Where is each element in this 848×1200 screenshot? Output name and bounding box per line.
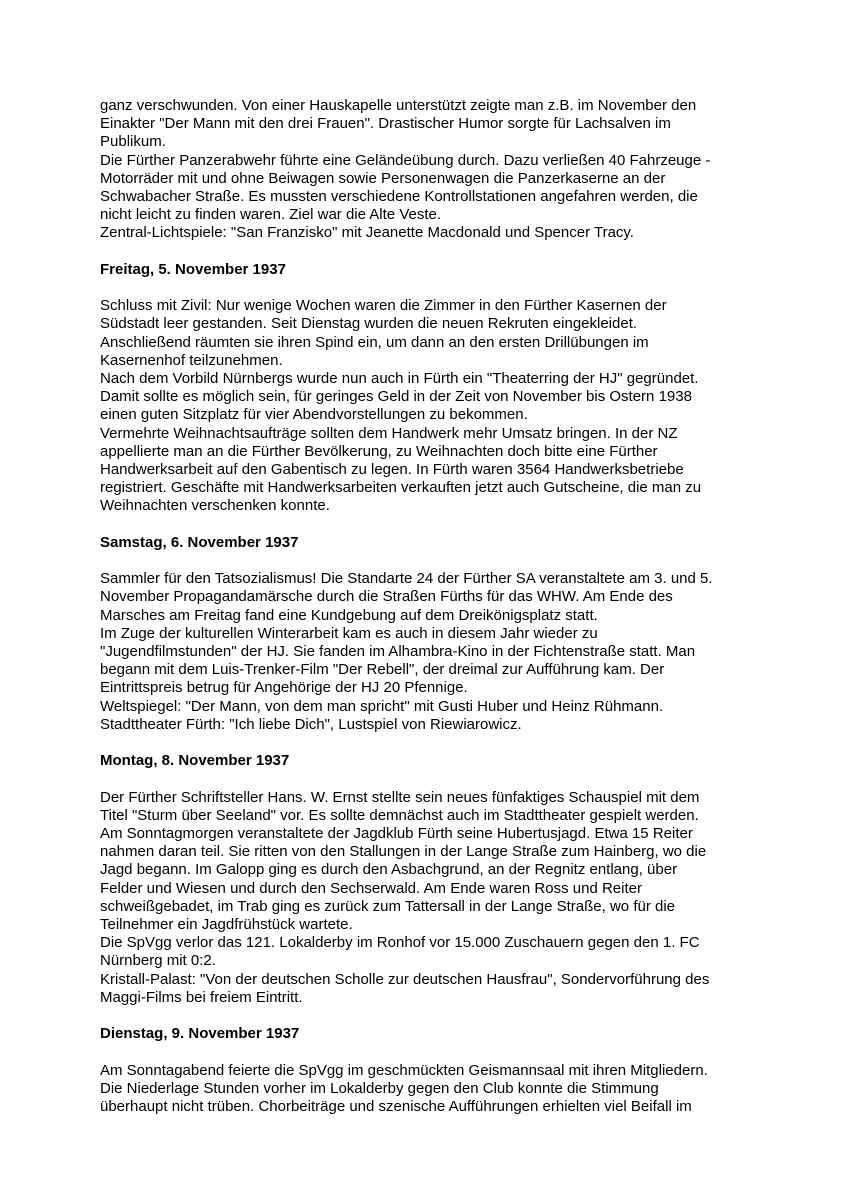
paragraph-line: Am Sonntagmorgen veranstaltete der Jagdklub Fürth seine Hubertusjagd. Etwa 15 Reiter — [100, 825, 693, 843]
paragraph-line: Kasernenhof teilzunehmen. — [100, 351, 283, 369]
paragraph-line: Felder und Wiesen und durch den Sechserwald. Am Ende waren Ross und Reiter — [100, 879, 642, 897]
paragraph-line: einen guten Sitzplatz für vier Abendvorstellungen zu bekommen. — [100, 406, 528, 424]
paragraph — [100, 97, 790, 243]
document-content — [100, 97, 790, 1116]
paragraph-line: Weihnachten verschenken konnte. — [100, 497, 330, 515]
paragraph-line: Schwabacher Straße. Es mussten verschiedene Kontrollstationen angefahren werden, die — [100, 188, 698, 206]
paragraph-line: Nach dem Vorbild Nürnbergs wurde nun auch in Fürth ein "Theaterring der HJ" gegründet. — [100, 370, 699, 388]
paragraph-line: Zentral-Lichtspiele: "San Franzisko" mit Jeanette Macdonald und Spencer Tracy. — [100, 224, 634, 242]
paragraph-line: nicht leicht zu finden waren. Ziel war die Alte Veste. — [100, 206, 442, 224]
paragraph — [100, 789, 790, 1007]
paragraph-line: Nürnberg mit 0:2. — [100, 952, 216, 970]
paragraph-line: "Jugendfilmstunden" der HJ. Sie fanden im Alhambra-Kino in der Fichtenstraße statt. Man — [100, 643, 696, 661]
paragraph-line: Handwerksarbeit auf den Gabentisch zu legen. In Fürth waren 3564 Handwerksbetriebe — [100, 461, 684, 479]
paragraph-line: Stadttheater Fürth: "Ich liebe Dich", Lustspiel von Riewiarowicz. — [100, 715, 522, 733]
paragraph-line: Die Niederlage Stunden vorher im Lokalderby gegen den Club konnte die Stimmung — [100, 1079, 659, 1097]
section-heading: Samstag, 6. November 1937 — [100, 533, 299, 551]
paragraph-line: Im Zuge der kulturellen Winterarbeit kam es auch in diesem Jahr wieder zu — [100, 624, 598, 642]
paragraph-line: appellierte man an die Fürther Bevölkerung, zu Weihnachten doch bitte eine Fürther — [100, 442, 658, 460]
paragraph-line: Titel "Sturm über Seeland" vor. Es sollte demnächst auch im Stadttheater gespielt werden. — [100, 806, 699, 824]
paragraph-line: Am Sonntagabend feierte die SpVgg im geschmückten Geismannsaal mit ihren Mitgliedern. — [100, 1061, 708, 1079]
paragraph — [100, 297, 790, 515]
paragraph-line: Eintrittspreis betrug für Angehörige der HJ 20 Pfennige. — [100, 679, 468, 697]
paragraph-line: Einakter "Der Mann mit den drei Frauen". Drastischer Humor sorgte für Lachsalven im — [100, 115, 671, 133]
paragraph-line: Marsches am Freitag fand eine Kundgebung auf dem Dreikönigsplatz statt. — [100, 606, 598, 624]
paragraph-line: begann mit dem Luis-Trenker-Film "Der Rebell", der dreimal zur Aufführung kam. Der — [100, 661, 665, 679]
paragraph-line: Sammler für den Tatsozialismus! Die Standarte 24 der Fürther SA veranstaltete am 3. und 5. — [100, 570, 713, 588]
paragraph-line: registriert. Geschäfte mit Handwerksarbeiten verkauften jetzt auch Gutscheine, die man zu — [100, 479, 702, 497]
paragraph-line: nahmen daran teil. Sie ritten von den Stallungen in der Lange Straße zum Hainberg, wo die — [100, 843, 707, 861]
paragraph-line: Motorräder mit und ohne Beiwagen sowie Personenwagen die Panzerkaserne an der — [100, 169, 666, 187]
section-heading: Freitag, 5. November 1937 — [100, 260, 286, 278]
section-heading: Montag, 8. November 1937 — [100, 752, 290, 770]
paragraph-line: Der Fürther Schriftsteller Hans. W. Ernst stellte sein neues fünfaktiges Schauspiel mit dem — [100, 788, 700, 806]
paragraph-line: Damit sollte es möglich sein, für geringes Geld in der Zeit von November bis Ostern 1938 — [100, 388, 692, 406]
paragraph-line: Jagd begann. Im Galopp ging es durch den Asbachgrund, an der Regnitz entlang, über — [100, 861, 678, 879]
paragraph — [100, 1062, 790, 1117]
paragraph-line: Kristall-Palast: "Von der deutschen Scholle zur deutschen Hausfrau", Sondervorführung des — [100, 970, 710, 988]
paragraph-line: Schluss mit Zivil: Nur wenige Wochen waren die Zimmer in den Fürther Kasernen der — [100, 297, 667, 315]
paragraph-line: Vermehrte Weihnachtsaufträge sollten dem Handwerk mehr Umsatz bringen. In der NZ — [100, 424, 678, 442]
paragraph-line: Publikum. — [100, 133, 166, 151]
paragraph-line: Teilnehmer ein Jagdfrühstück wartete. — [100, 916, 353, 934]
paragraph-line: schweißgebadet, im Trab ging es zurück zum Tattersall in der Lange Straße, wo für die — [100, 897, 676, 915]
paragraph-line: Maggi-Films bei freiem Eintritt. — [100, 988, 303, 1006]
paragraph-line: überhaupt nicht trüben. Chorbeiträge und szenische Aufführungen erhielten viel Beifall im — [100, 1098, 692, 1116]
paragraph-line: Anschließend räumten sie ihren Spind ein, um dann an den ersten Drillübungen im — [100, 333, 649, 351]
paragraph-line: ganz verschwunden. Von einer Hauskapelle unterstützt zeigte man z.B. im November den — [100, 97, 697, 114]
paragraph-line: Weltspiegel: "Der Mann, von dem man spricht" mit Gusti Huber und Heinz Rühmann. — [100, 697, 664, 715]
paragraph-line: Südstadt leer gestanden. Seit Dienstag wurden die neuen Rekruten eingekleidet. — [100, 315, 638, 333]
section-heading: Dienstag, 9. November 1937 — [100, 1025, 300, 1043]
paragraph-line: November Propagandamärsche durch die Straßen Fürths für das WHW. Am Ende des — [100, 588, 673, 606]
paragraph-line: Die SpVgg verlor das 121. Lokalderby im Ronhof vor 15.000 Zuschauern gegen den 1. FC — [100, 934, 700, 952]
paragraph — [100, 570, 790, 734]
paragraph-line: Die Fürther Panzerabwehr führte eine Geländeübung durch. Dazu verließen 40 Fahrzeuge - — [100, 151, 711, 169]
